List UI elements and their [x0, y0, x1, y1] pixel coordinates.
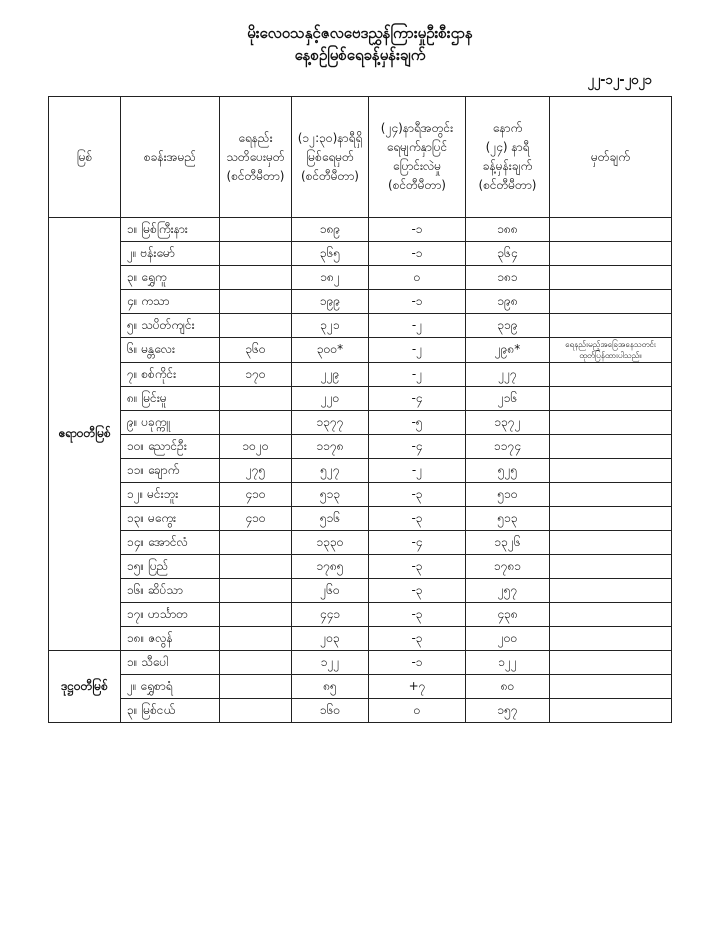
report-title: နေ့စဉ်မြစ်ရေခန့်မှန်းချက် [294, 46, 426, 64]
level-forecast: ၁၇၈၁ [466, 555, 550, 579]
level-forecast: ၄၃၈ [466, 603, 550, 627]
warning-level [220, 699, 292, 723]
level-change: ၀ [369, 266, 466, 290]
level-change: -၁ [369, 651, 466, 675]
level-forecast: ၂၅၇ [466, 579, 550, 603]
warning-level: ၁၇၀ [220, 363, 292, 387]
table-header-row [49, 97, 672, 218]
water-level: ၈၅ [292, 675, 369, 699]
level-forecast: ၁၅၇ [466, 699, 550, 723]
remark [550, 603, 672, 627]
level-change: -၂ [369, 314, 466, 338]
level-change: -၁ [369, 242, 466, 266]
station-name: ၁။ သီပေါ [121, 651, 220, 675]
water-level: ၁၃၃၀ [292, 531, 369, 555]
table-row [49, 699, 672, 723]
level-change: -၃ [369, 555, 466, 579]
station-name: ၁၇။ ဟင်္သာတ [121, 603, 220, 627]
remark [550, 699, 672, 723]
water-level: ၂၀၃ [292, 627, 369, 651]
river-level-table [48, 96, 672, 723]
station-name: ၇။ စစ်ကိုင်း [121, 363, 220, 387]
river-name: ဒုဋ္ဌဝတီမြစ် [49, 651, 121, 723]
warning-level [220, 603, 292, 627]
table-row [49, 218, 672, 242]
warning-level [220, 651, 292, 675]
level-forecast: ၁၃၂၆ [466, 531, 550, 555]
station-name: ၉။ ပခုက္ကူ [121, 411, 220, 435]
remark [550, 675, 672, 699]
remark: ရေနည်းမည့်အခြေအနေသတင်း ထုတ်ပြန်ထားပါသည်။ [550, 338, 672, 363]
warning-level [220, 290, 292, 314]
level-header: (၁၂:၃၀)နာရီရှိ မြစ်ရေမှတ် (စင်တီမီတာ) [292, 97, 369, 218]
remark [550, 507, 672, 531]
water-level: ၁၉၉ [292, 290, 369, 314]
warning-level: ၁၀၂၀ [220, 435, 292, 459]
warning-level: ၂၇၅ [220, 459, 292, 483]
warning-level [220, 627, 292, 651]
table-row [49, 531, 672, 555]
remark [550, 531, 672, 555]
water-level: ၅၁၃ [292, 483, 369, 507]
level-forecast: ၅၁၀ [466, 483, 550, 507]
table-row [49, 579, 672, 603]
station-name: ၁၅။ ပြည် [121, 555, 220, 579]
river-name: ဧရာဝတီမြစ် [49, 218, 121, 651]
level-change: -၃ [369, 627, 466, 651]
water-level: ၅၂၇ [292, 459, 369, 483]
remark-header: မှတ်ချက် [550, 97, 672, 218]
warning-level [220, 314, 292, 338]
water-level: ၄၄၁ [292, 603, 369, 627]
level-change: -၂ [369, 338, 466, 363]
station-name: ၁၈။ ဇလွန် [121, 627, 220, 651]
station-name: ၈။ မြင်းမူ [121, 387, 220, 411]
station-name: ၃။ ရွှေကူ [121, 266, 220, 290]
department-title: မိုးလေဝသနှင့်ဇလဗေဒညွှန်ကြားမှုဦးစီးဌာန [247, 24, 473, 42]
water-level: ၃၀၀* [292, 338, 369, 363]
remark [550, 435, 672, 459]
table-row [49, 435, 672, 459]
water-level: ၁၃၇၇ [292, 411, 369, 435]
level-forecast: ၁၈၈ [466, 218, 550, 242]
table-row [49, 675, 672, 699]
water-level: ၁၈၉ [292, 218, 369, 242]
station-name: ၃။ မြစ်ငယ် [121, 699, 220, 723]
warning-level [220, 675, 292, 699]
table-row [49, 459, 672, 483]
warning-level [220, 579, 292, 603]
level-forecast: ၂၉၈* [466, 338, 550, 363]
level-forecast: ၃၁၉ [466, 314, 550, 338]
station-name: ၁၀။ ညောင်ဦး [121, 435, 220, 459]
water-level: ၁၂၂ [292, 651, 369, 675]
table-row [49, 363, 672, 387]
forecast-header: နောက် (၂၄) နာရီ ခန့်မှန်းချက် (စင်တီမီတာ) [466, 97, 550, 218]
water-level: ၂၆၀ [292, 579, 369, 603]
station-name: ၅။ သပိတ်ကျင်း [121, 314, 220, 338]
station-name: ၁၆။ ဆိပ်သာ [121, 579, 220, 603]
remark [550, 387, 672, 411]
level-forecast: ၂၀၀ [466, 627, 550, 651]
table-row [49, 555, 672, 579]
remark [550, 290, 672, 314]
warning-level [220, 387, 292, 411]
station-name: ၂။ ဗန်းမော် [121, 242, 220, 266]
warning-level: ၃၆၀ [220, 338, 292, 363]
station-name: ၁၁။ ချောက် [121, 459, 220, 483]
level-forecast: ၁၈၁ [466, 266, 550, 290]
table-row [49, 266, 672, 290]
remark [550, 627, 672, 651]
table-row [49, 651, 672, 675]
level-change: +၇ [369, 675, 466, 699]
remark [550, 483, 672, 507]
table-row [49, 483, 672, 507]
remark [550, 242, 672, 266]
remark [550, 363, 672, 387]
station-name: ၂။ ရွှေစာရံ [121, 675, 220, 699]
remark [550, 579, 672, 603]
level-change: -၅ [369, 411, 466, 435]
table-row [49, 290, 672, 314]
water-level: ၁၆၀ [292, 699, 369, 723]
water-level: ၃၆၅ [292, 242, 369, 266]
level-change: -၄ [369, 387, 466, 411]
level-forecast: ၁၂၂ [466, 651, 550, 675]
water-level: ၁၈၂ [292, 266, 369, 290]
level-change: -၄ [369, 435, 466, 459]
station-header: စခန်းအမည် [121, 97, 220, 218]
table-row [49, 242, 672, 266]
station-name: ၆။ မန္တလေး [121, 338, 220, 363]
level-change: -၁ [369, 290, 466, 314]
level-change: -၁ [369, 218, 466, 242]
level-change: -၃ [369, 483, 466, 507]
water-level: ၂၂၉ [292, 363, 369, 387]
level-change: -၂ [369, 459, 466, 483]
level-change: -၃ [369, 579, 466, 603]
warning-level [220, 242, 292, 266]
level-forecast: ၂၁၆ [466, 387, 550, 411]
river-header: မြစ် [49, 97, 121, 218]
warning-level [220, 411, 292, 435]
report-date: ၂၂-၁၂-၂၀၂၁ [587, 73, 652, 88]
level-change: -၂ [369, 363, 466, 387]
level-change: ၀ [369, 699, 466, 723]
water-level: ၁၇၈၅ [292, 555, 369, 579]
level-forecast: ၅၂၅ [466, 459, 550, 483]
remark [550, 459, 672, 483]
level-change: -၄ [369, 531, 466, 555]
level-forecast: ၁၃၇၂ [466, 411, 550, 435]
remark [550, 314, 672, 338]
level-change: -၃ [369, 507, 466, 531]
level-forecast: ၁၉၈ [466, 290, 550, 314]
table-row [49, 387, 672, 411]
remark [550, 411, 672, 435]
table-row [49, 627, 672, 651]
level-forecast: ၁၁၇၄ [466, 435, 550, 459]
warning-level [220, 555, 292, 579]
station-name: ၁၂။ မင်းဘူး [121, 483, 220, 507]
level-forecast: ၈၀ [466, 675, 550, 699]
level-forecast: ၂၂၇ [466, 363, 550, 387]
level-change: -၃ [369, 603, 466, 627]
warning-level [220, 531, 292, 555]
station-name: ၁၃။ မကွေး [121, 507, 220, 531]
water-level: ၅၁၆ [292, 507, 369, 531]
station-name: ၁၄။ အောင်လံ [121, 531, 220, 555]
remark [550, 651, 672, 675]
table-row [49, 338, 672, 363]
table-row [49, 603, 672, 627]
warning-level: ၄၁၀ [220, 507, 292, 531]
remark [550, 266, 672, 290]
warning-level [220, 218, 292, 242]
warning-level: ၄၁၀ [220, 483, 292, 507]
water-level: ၂၂၀ [292, 387, 369, 411]
station-name: ၄။ ကသာ [121, 290, 220, 314]
warning-level [220, 266, 292, 290]
water-level: ၁၁၇၈ [292, 435, 369, 459]
table-row [49, 507, 672, 531]
change-header: (၂၄)နာရီအတွင်း ရေမျက်နှာပြင် ပြောင်းလဲမှု (စင်တီမီတာ) [369, 97, 466, 218]
warning-header: ရေနည်း သတိပေးမှတ် (စင်တီမီတာ) [220, 97, 292, 218]
remark [550, 218, 672, 242]
water-level: ၃၂၁ [292, 314, 369, 338]
table-row [49, 314, 672, 338]
station-name: ၁။ မြစ်ကြီးနား [121, 218, 220, 242]
remark [550, 555, 672, 579]
table-row [49, 411, 672, 435]
level-forecast: ၅၁၃ [466, 507, 550, 531]
level-forecast: ၃၆၄ [466, 242, 550, 266]
